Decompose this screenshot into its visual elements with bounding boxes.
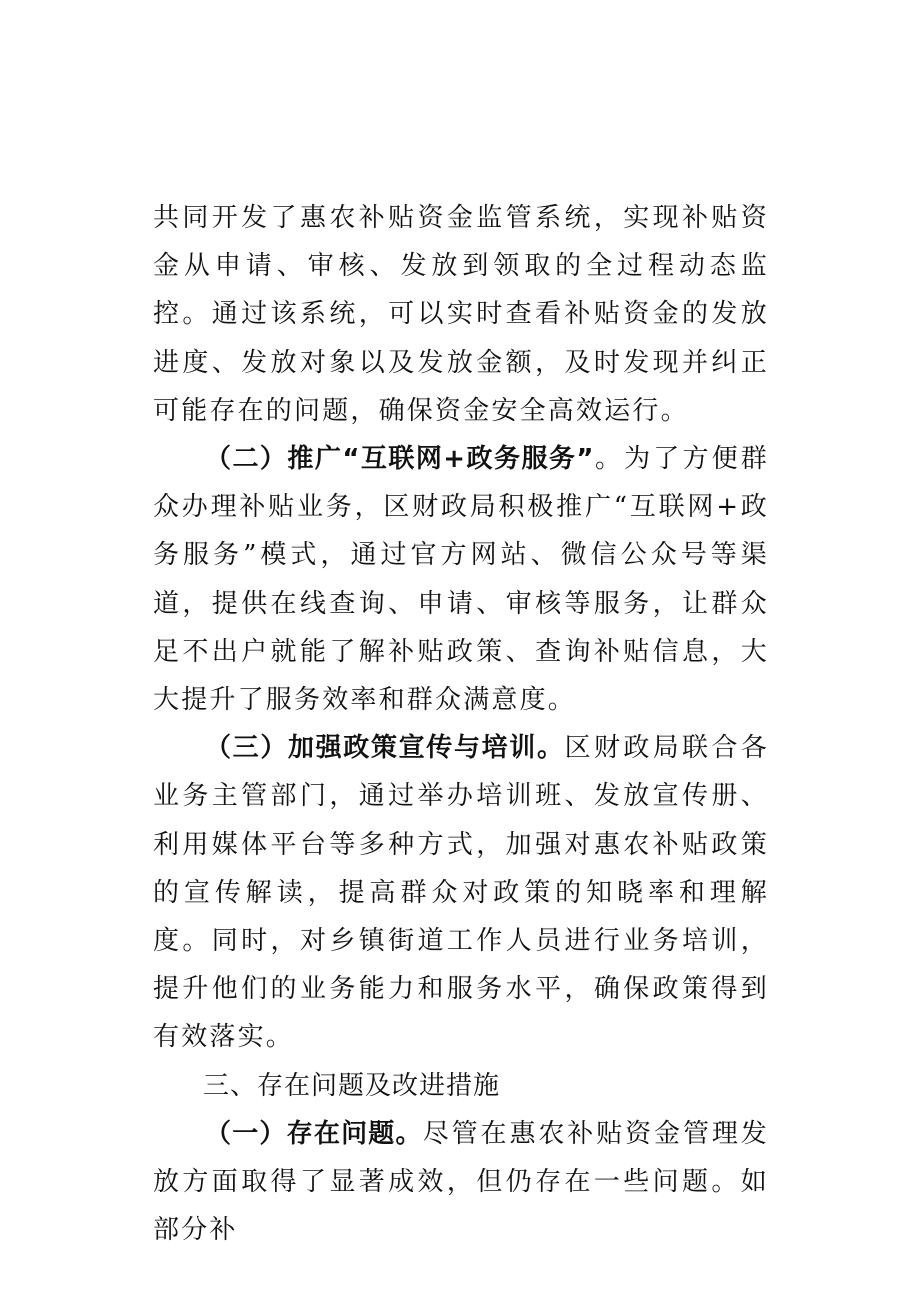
paragraph-text: 尽管在惠农补贴资金管理发放方面取得了显著成效，但仍存在一些问题。如部分补 <box>153 1118 769 1246</box>
paragraph-text: 。为了方便群众办理补贴业务，区财政局积极推广“互联网+政务服务”模式，通过官方网站、微信公众号等渠道，提供在线查询、申请、审核等服务，让群众足不出户就能了解补贴政策、查询补贴信息，大大提升了服务效率和群众满意度。 <box>153 444 769 716</box>
paragraph-policy-promotion <box>153 724 769 1061</box>
paragraph-internet-gov-service <box>153 435 769 724</box>
paragraph-existing-issues <box>153 1110 769 1255</box>
paragraph-text: 区财政局联合各业务主管部门，通过举办培训班、发放宣传册、利用媒体平台等多种方式，加强对惠农补贴政策的宣传解读，提高群众对政策的知晓率和理解度。同时，对乡镇街道工作人员进行业务培训，提升他们的业务能力和服务水平，确保政策得到有效落实。 <box>153 733 769 1053</box>
section-lead-3: （三）加强政策宣传与培训。 <box>205 733 565 764</box>
section-lead-2: （二）推广“互联网+政务服务” <box>205 444 594 475</box>
document-body <box>153 194 769 1254</box>
section-heading: 三、存在问题及改进措施 <box>203 1070 501 1101</box>
subsection-lead-1: （一）存在问题。 <box>205 1118 423 1149</box>
paragraph-continued <box>153 194 769 435</box>
paragraph-text: 共同开发了惠农补贴资金监管系统，实现补贴资金从申请、审核、发放到领取的全过程动态监控。通过该系统，可以实时查看补贴资金的发放进度、发放对象以及发放金额，及时发现并纠正可能存在的问题，确保资金安全高效运行。 <box>153 203 769 426</box>
